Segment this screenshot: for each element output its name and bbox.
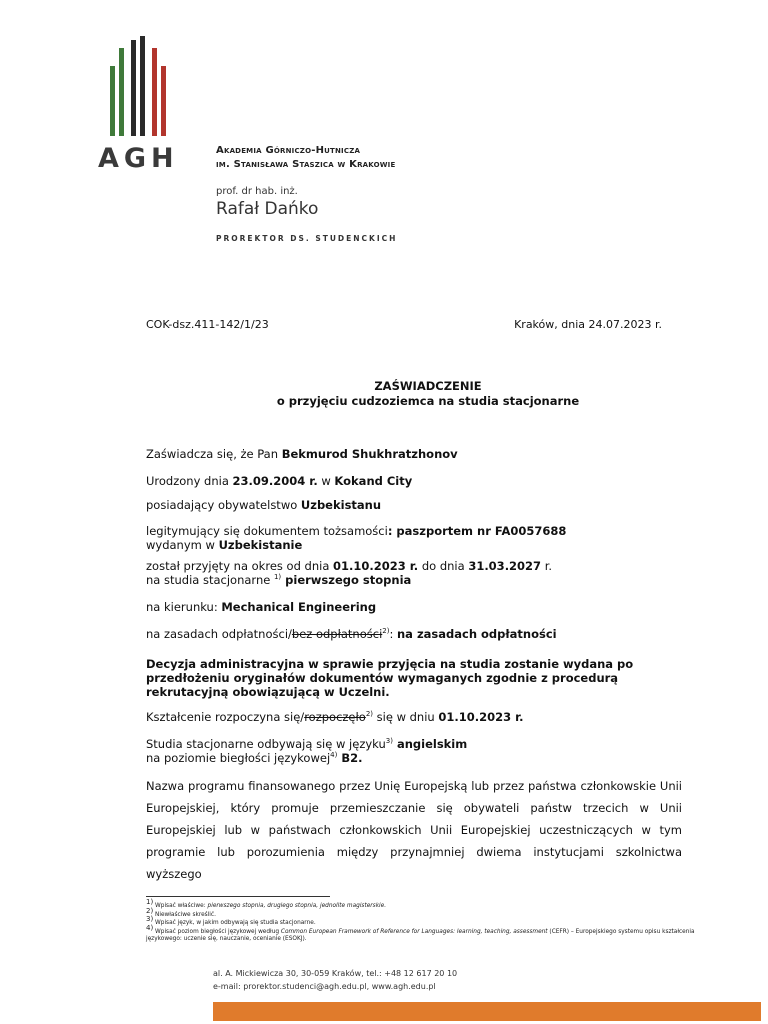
footnote-text: Wpisać język, w jakim odbywają się studia stacjonarne. bbox=[153, 919, 316, 926]
paragraph-fees bbox=[146, 627, 557, 641]
paragraph-text: w bbox=[317, 474, 335, 488]
decision-line: Decyzja administracyjna w sprawie przyjęcia na studia zostanie wydana po bbox=[146, 657, 634, 671]
language-level: B2. bbox=[337, 751, 363, 765]
document-title bbox=[200, 379, 656, 409]
paragraph-text: do dnia bbox=[418, 559, 469, 573]
decision-line: rekrutacyjną obowiązującą w Uczelni. bbox=[146, 685, 390, 699]
study-level: pierwszego stopnia bbox=[281, 573, 412, 587]
struck-text: bez odpłatności bbox=[291, 627, 383, 641]
footnote-ref: 3) bbox=[385, 737, 393, 746]
birth-date: 23.09.2004 r. bbox=[232, 474, 318, 488]
issuing-country: Uzbekistanie bbox=[218, 538, 303, 552]
person-name: Rafał Dańko bbox=[216, 199, 319, 219]
study-language: angielskim bbox=[392, 737, 468, 751]
field-of-study: Mechanical Engineering bbox=[221, 600, 377, 614]
footnote-text: Wpisać poziom biegłości językowej według bbox=[153, 928, 281, 935]
footer-address-line: al. A. Mickiewicza 30, 30-059 Kraków, tel.: +48 12 617 20 10 bbox=[213, 969, 458, 978]
paragraph-eu-programme: Nazwa programu finansowanego przez Unię Europejską lub przez państwa członkowskie Unii Europejskiej, który promuje przemieszczanie się obywateli państw trzecich w Unii Europejskiej lub w państwach członkowskich Unii Europejskiej uczestniczących w tym programie lub porozumienia między przynajmniej dwiema instytucjami szkolnictwa wyższego bbox=[146, 779, 682, 881]
person-academic-title: prof. dr hab. inż. bbox=[216, 186, 298, 197]
paragraph-text: Studia stacjonarne odbywają się w języku bbox=[146, 737, 386, 751]
paragraph-text: został przyjęty na okres od dnia bbox=[146, 559, 334, 573]
decision-line: przedłożeniu oryginałów dokumentów wymaganych zgodnie z procedurą bbox=[146, 671, 619, 685]
footnote-number: 2) bbox=[146, 906, 154, 915]
fee-basis: na zasadach odpłatności bbox=[397, 627, 557, 641]
document-title-subtitle: o przyjęciu cudzoziemca na studia stacjonarne bbox=[276, 394, 580, 408]
period-from: 01.10.2023 r. bbox=[333, 559, 419, 573]
university-name-line2: im. Stanisława Staszica w Krakowie bbox=[216, 159, 396, 170]
place-and-date: Kraków, dnia 24.07.2023 r. bbox=[514, 318, 662, 331]
paragraph-text: legitymujący się dokumentem tożsamości bbox=[146, 524, 388, 538]
footnote-text: pierwszego stopnia, drugiego stopnia, jednolite magisterskie. bbox=[207, 902, 387, 909]
passport-number: : paszportem nr FA0057688 bbox=[387, 524, 567, 538]
reference-number: COK-dsz.411-142/1/23 bbox=[146, 318, 269, 331]
university-name-line1: Akademia Górniczo-Hutnicza bbox=[216, 145, 361, 156]
paragraph-text: się w dniu bbox=[373, 710, 439, 724]
citizenship: Uzbekistanu bbox=[300, 498, 382, 512]
document-title-main: ZAŚWIADCZENIE bbox=[374, 379, 482, 393]
paragraph-certifies bbox=[146, 447, 458, 461]
paragraph-text: na kierunku: bbox=[146, 600, 222, 614]
paragraph-text: r. bbox=[541, 559, 553, 573]
paragraph-language bbox=[146, 737, 467, 765]
footnote-3 bbox=[146, 915, 706, 928]
footnote-ref: 4) bbox=[330, 751, 338, 760]
footnote-1 bbox=[146, 898, 706, 911]
footnote-2 bbox=[146, 906, 706, 920]
paragraph-start-date bbox=[146, 710, 524, 724]
agh-logo bbox=[98, 36, 182, 174]
footnote-ref: 2) bbox=[365, 710, 373, 719]
agh-logo-text: AGH bbox=[98, 143, 179, 174]
footer-orange-bar bbox=[213, 1002, 761, 1021]
footnote-4 bbox=[146, 923, 706, 944]
person-role: PROREKTOR DS. STUDENCKICH bbox=[216, 234, 398, 243]
paragraph-citizenship bbox=[146, 498, 381, 512]
paragraph-text: na zasadach odpłatności/ bbox=[146, 627, 292, 641]
footnote-number: 1) bbox=[146, 898, 154, 906]
start-date: 01.10.2023 r. bbox=[438, 710, 524, 724]
footnote-text: (CEFR) – Europejskiego systemu opisu kształcenia językowego: uczenie się, nauczanie, ocenianie (ESOKJ). bbox=[146, 928, 695, 943]
paragraph-text: posiadający obywatelstwo bbox=[146, 498, 301, 512]
paragraph-admission-period bbox=[146, 559, 552, 587]
footnote-number: 4) bbox=[146, 923, 154, 932]
paragraph-administrative-decision bbox=[146, 657, 633, 699]
footnotes bbox=[146, 898, 706, 944]
paragraph-text: : bbox=[389, 627, 397, 641]
paragraph-field-of-study bbox=[146, 600, 376, 614]
footnote-divider bbox=[146, 896, 330, 897]
footnote-text: Niewłaściwe skreślić. bbox=[153, 911, 216, 918]
student-name: Bekmurod Shukhratzhonov bbox=[281, 447, 458, 461]
agh-logo-emblem bbox=[104, 36, 176, 136]
paragraph-birth bbox=[146, 474, 412, 488]
footer-address bbox=[213, 967, 457, 993]
paragraph-text: Zaświadcza się, że Pan bbox=[146, 447, 282, 461]
struck-text: rozpoczęło bbox=[304, 710, 366, 724]
paragraph-text: na poziomie biegłości językowej bbox=[146, 751, 331, 765]
paragraph-text: Urodzony dnia bbox=[146, 474, 233, 488]
footnote-ref: 2) bbox=[382, 627, 390, 636]
footnote-text: Common European Framework of Reference for Languages: learning, teaching, assessment bbox=[280, 928, 548, 935]
footnote-text: Wpisać właściwe: bbox=[153, 902, 208, 909]
paragraph-text: Kształcenie rozpoczyna się/ bbox=[146, 710, 305, 724]
footnote-ref: 1) bbox=[273, 573, 282, 582]
paragraph-text: na studia stacjonarne bbox=[146, 573, 274, 587]
paragraph-text: wydanym w bbox=[146, 538, 219, 552]
birth-city: Kokand City bbox=[334, 474, 413, 488]
period-to: 31.03.2027 bbox=[468, 559, 542, 573]
footnote-number: 3) bbox=[146, 915, 154, 924]
university-name bbox=[216, 144, 395, 172]
paragraph-identity-document bbox=[146, 524, 566, 552]
footer-contact-line: e-mail: prorektor.studenci@agh.edu.pl, www.agh.edu.pl bbox=[213, 982, 436, 991]
